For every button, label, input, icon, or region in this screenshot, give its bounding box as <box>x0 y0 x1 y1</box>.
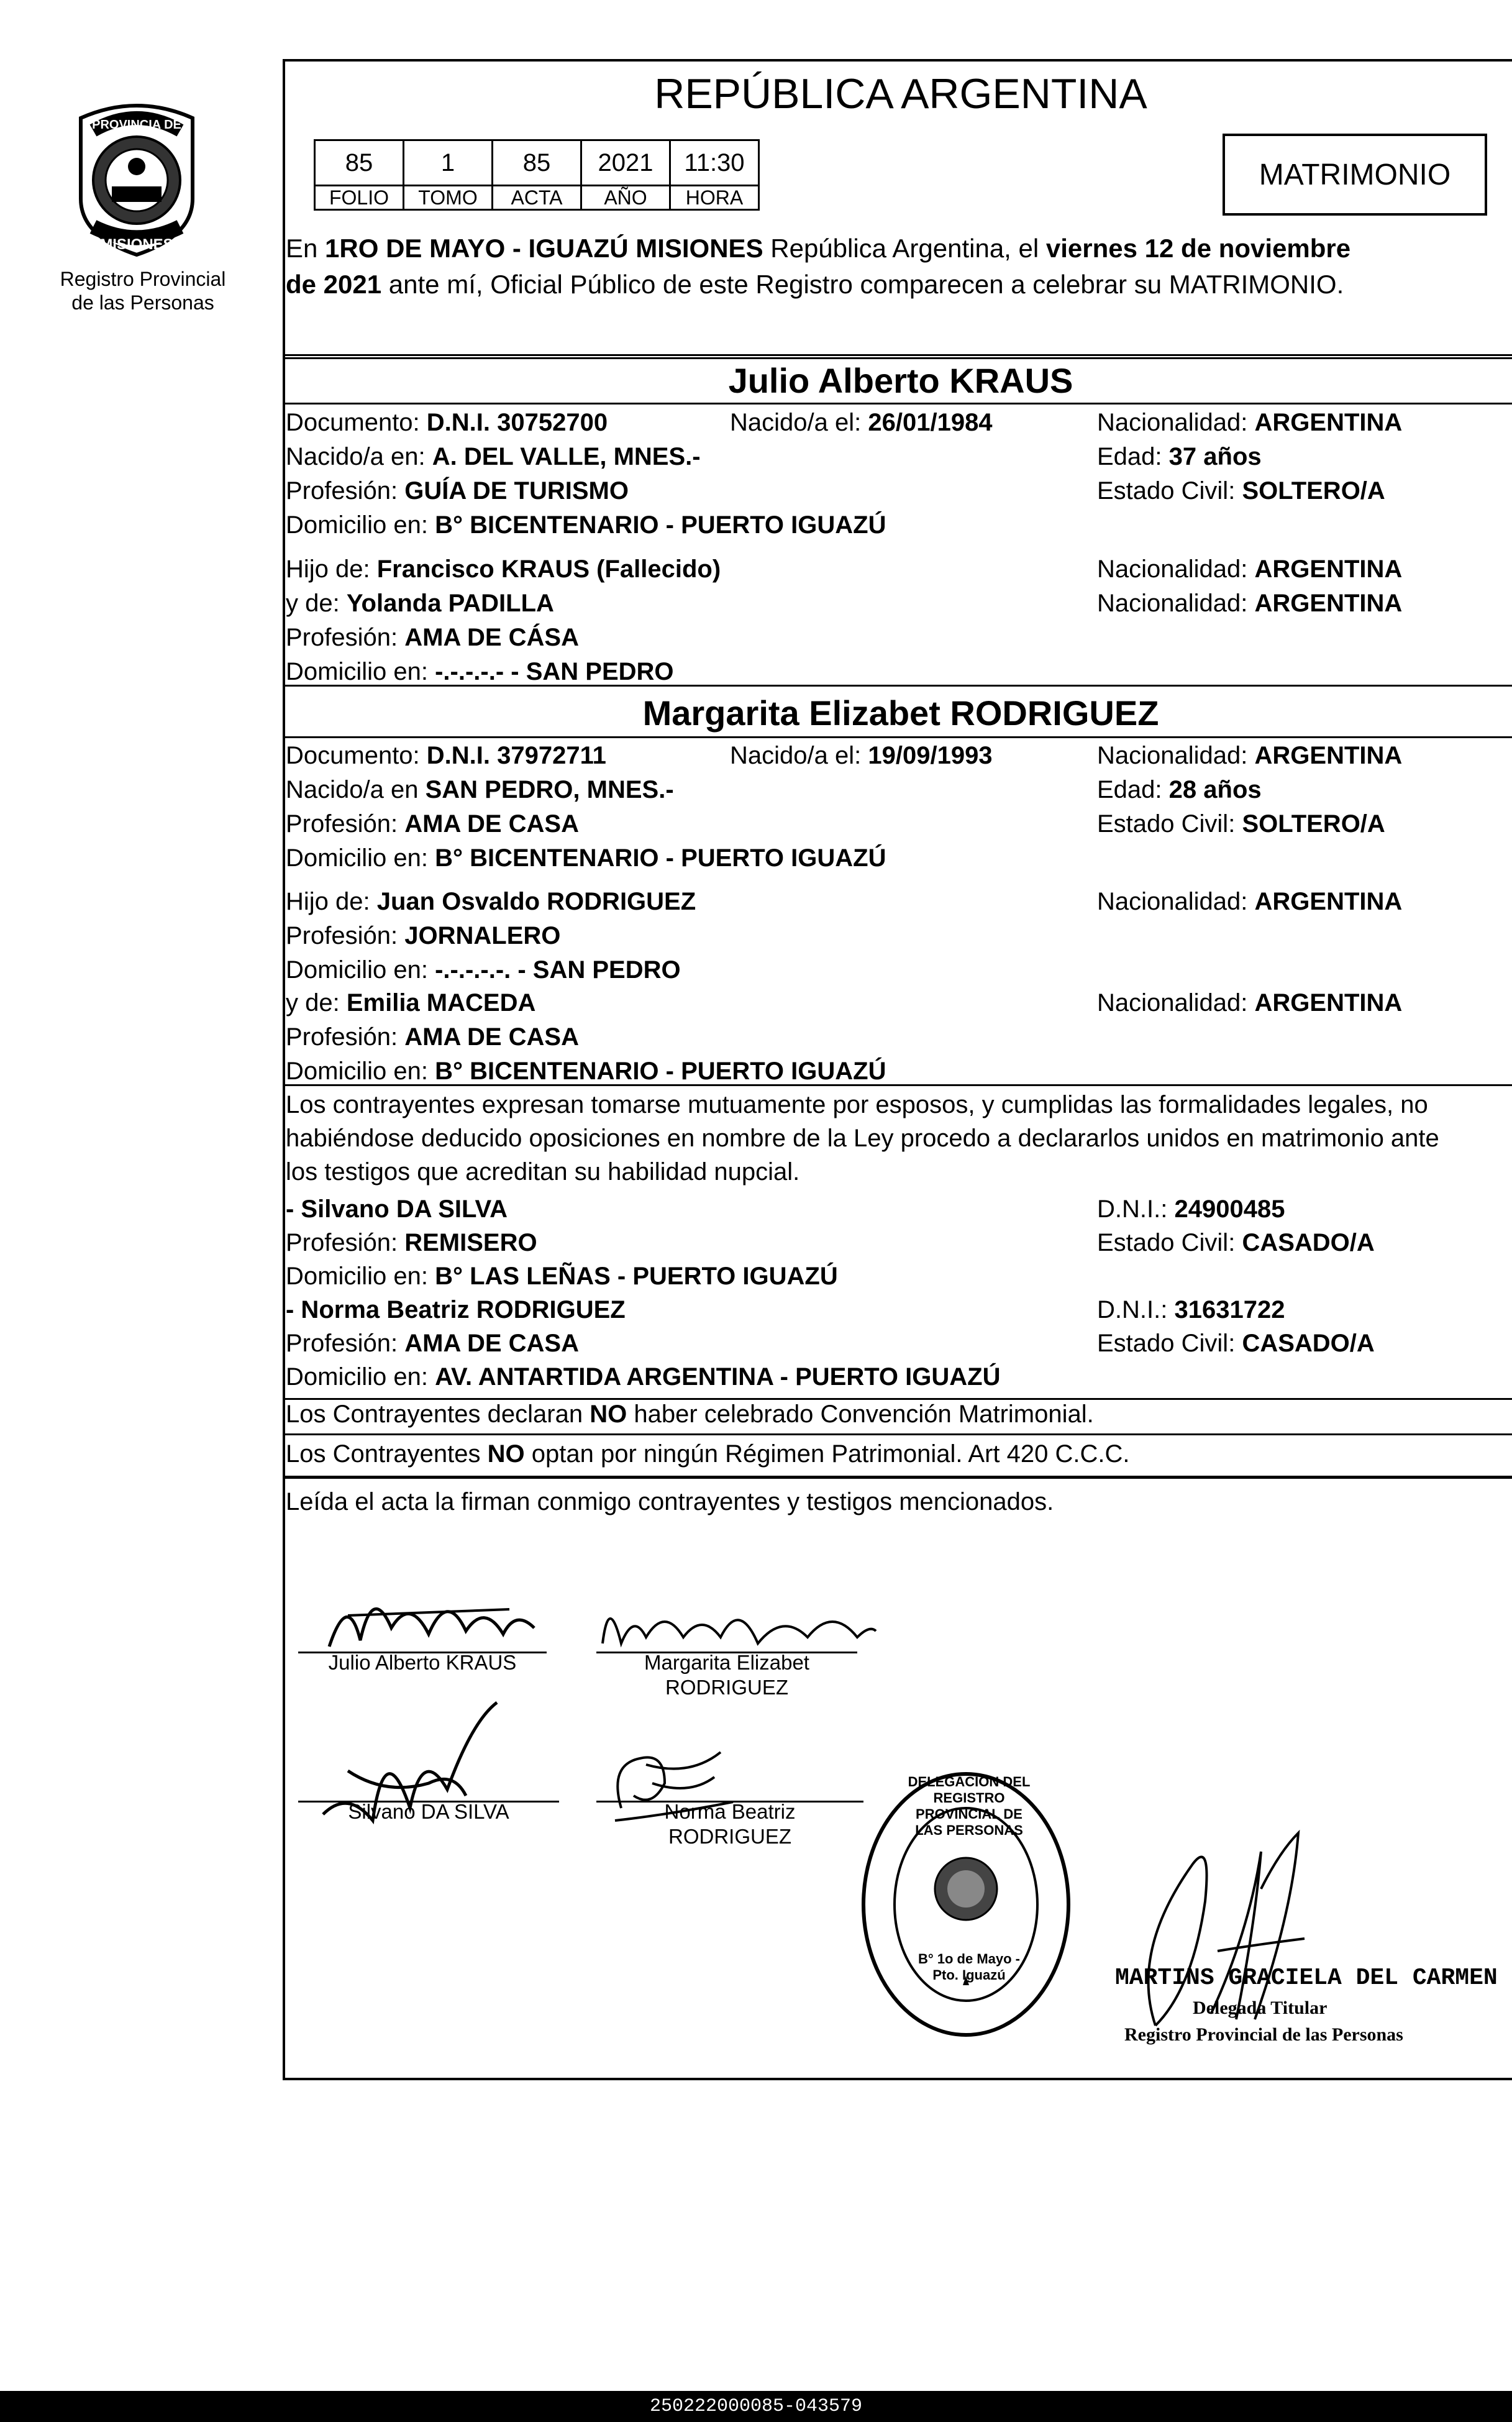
official-role: Delegada Titular <box>1193 1998 1328 2018</box>
acta-value: 85 <box>493 140 581 186</box>
spouse1-mother-addr <box>286 657 674 687</box>
spouse2-father-nat <box>1097 887 1402 916</box>
tomo-label: TOMO <box>404 186 493 210</box>
spouse2-born-in <box>286 775 674 805</box>
label: y de: <box>286 590 340 617</box>
intro-line1 <box>286 234 1350 263</box>
sig-caption-witness2 <box>596 1799 863 1849</box>
stamp-outer-text: DELEGACION DEL REGISTRO PROVINCIAL DE LAS PERSONAS <box>908 1774 1031 1838</box>
spouse2-addr <box>286 843 886 873</box>
declaration-line1: Los contrayentes expresan tomarse mutuamente por esposos, y cumplidas las formalidades legales, no <box>286 1091 1428 1118</box>
value: ARGENTINA <box>1254 888 1403 915</box>
spouse2-nat <box>1097 741 1402 770</box>
spouse2-birth <box>730 741 993 770</box>
value: B° LAS LEÑAS - PUERTO IGUAZÚ <box>435 1263 838 1290</box>
label: Documento: <box>286 409 420 436</box>
folio-value: 85 <box>315 140 404 186</box>
label: Nacionalidad: <box>1097 555 1248 583</box>
intro-en: En <box>286 234 318 263</box>
document-type-box: MATRIMONIO <box>1223 134 1487 216</box>
label: Nacionalidad: <box>1097 409 1248 436</box>
witness2-addr <box>286 1362 1000 1392</box>
value: -.-.-.-.-. - SAN PEDRO <box>435 956 681 984</box>
spouse1-mother-nat <box>1097 588 1402 618</box>
label: Hijo de: <box>286 555 370 583</box>
page-title: REPÚBLICA ARGENTINA <box>654 70 1147 117</box>
spouse2-mother-prof <box>286 1022 579 1052</box>
witness1-name: - Silvano DA SILVA <box>286 1195 508 1223</box>
label: D.N.I.: <box>1097 1296 1168 1323</box>
folio-label: FOLIO <box>315 186 404 210</box>
label: Edad: <box>1097 776 1162 803</box>
value: CASADO/A <box>1242 1229 1375 1256</box>
value: Francisco KRAUS (Fallecido) <box>376 555 721 583</box>
spouse2-age <box>1097 775 1262 805</box>
sig-caption-witness2-b: RODRIGUEZ <box>668 1825 791 1848</box>
spouse2-name: Margarita Elizabet RODRIGUEZ <box>642 693 1159 733</box>
signature-spouse1 <box>323 1578 547 1659</box>
text: optan por ningún Régimen Patrimonial. Art 420 C.C.C. <box>531 1440 1130 1468</box>
label: Profesión: <box>286 624 398 651</box>
value: D.N.I. 37972711 <box>426 742 606 769</box>
anio-value: 2021 <box>581 140 670 186</box>
sig-caption-spouse2-b: RODRIGUEZ <box>665 1676 788 1699</box>
value: AMA DE CASA <box>404 1330 579 1357</box>
value: 28 años <box>1168 776 1262 803</box>
sig-caption-spouse2-a: Margarita Elizabet <box>644 1651 809 1674</box>
intro-rest: ante mí, Oficial Público de este Registro comparecen a celebrar su MATRIMONIO. <box>388 270 1344 299</box>
label: Estado Civil: <box>1097 477 1236 505</box>
spouse2-mother-addr <box>286 1056 886 1086</box>
label: Nacido/a el: <box>730 742 862 769</box>
stamp-inner-text: B° 1o de Mayo - Pto. Iguazú <box>918 1951 1021 1983</box>
tomo-value: 1 <box>404 140 493 186</box>
value: ARGENTINA <box>1254 989 1403 1017</box>
intro-mid: República Argentina, el <box>770 234 1039 263</box>
value: B° BICENTENARIO - PUERTO IGUAZÚ <box>435 844 886 872</box>
witness2-civil <box>1097 1328 1375 1358</box>
spouse2-doc <box>286 741 606 770</box>
label: Domicilio en: <box>286 844 428 872</box>
value: CASADO/A <box>1242 1330 1375 1357</box>
label: Estado Civil: <box>1097 810 1236 838</box>
value: AMA DE CASA <box>404 1023 579 1051</box>
value: JORNALERO <box>404 922 561 949</box>
witness2-name: - Norma Beatriz RODRIGUEZ <box>286 1296 626 1323</box>
value: 37 años <box>1168 443 1262 470</box>
value: B° BICENTENARIO - PUERTO IGUAZÚ <box>435 1058 886 1085</box>
hora-value: 11:30 <box>670 140 759 186</box>
label: Domicilio en: <box>286 1363 428 1391</box>
value: AMA DE CÁSA <box>404 624 579 651</box>
label: Domicilio en: <box>286 658 428 685</box>
spouse2-mother-nat <box>1097 988 1402 1018</box>
label: Nacido/a el: <box>730 409 862 436</box>
spouse2-civil <box>1097 809 1385 839</box>
intro-date-a: viernes 12 de noviembre <box>1045 234 1351 263</box>
acta-label: ACTA <box>493 186 581 210</box>
label: Profesión: <box>286 1023 398 1051</box>
spouse1-name: Julio Alberto KRAUS <box>728 361 1073 400</box>
record-table <box>314 139 760 211</box>
label: Profesión: <box>286 810 398 838</box>
witness2-dni <box>1097 1295 1285 1325</box>
declaration-line3: los testigos que acreditan su habilidad nupcial. <box>286 1158 800 1186</box>
sig-caption-spouse1: Julio Alberto KRAUS <box>328 1651 517 1674</box>
official-office: Registro Provincial de las Personas <box>1124 2024 1403 2045</box>
text: haber celebrado Convención Matrimonial. <box>634 1401 1094 1428</box>
text: Los Contrayentes declaran <box>286 1401 583 1428</box>
value: REMISERO <box>404 1229 537 1256</box>
declaration-line2: habiéndose deducido oposiciones en nombre de la Ley procedo a declararlos unidos en matrimonio ante <box>286 1125 1439 1152</box>
label: Domicilio en: <box>286 1058 428 1085</box>
intro-place: 1RO DE MAYO - IGUAZÚ MISIONES <box>325 234 763 263</box>
spouse1-prof <box>286 476 629 506</box>
witness1-civil <box>1097 1228 1375 1258</box>
value: ARGENTINA <box>1254 555 1403 583</box>
spouse1-father-nat <box>1097 554 1402 584</box>
value: 19/09/1993 <box>868 742 993 769</box>
spouse1-birth <box>730 408 993 437</box>
intro-line2 <box>286 270 1344 299</box>
value: 31631722 <box>1174 1296 1285 1323</box>
witness1-addr <box>286 1261 838 1291</box>
seal-text-bottom: MISIONES <box>100 236 173 253</box>
label: Domicilio en: <box>286 511 428 539</box>
sig-caption-witness2-a: Norma Beatriz <box>664 1800 796 1823</box>
spouse1-born-in <box>286 442 701 472</box>
label: Edad: <box>1097 443 1162 470</box>
label: Nacionalidad: <box>1097 989 1248 1017</box>
label: Nacido/a en: <box>286 443 426 470</box>
spouse1-doc <box>286 408 608 437</box>
value: SAN PEDRO, MNES.- <box>425 776 674 803</box>
label: Documento: <box>286 742 420 769</box>
value: AV. ANTARTIDA ARGENTINA - PUERTO IGUAZÚ <box>435 1363 1001 1391</box>
witness2-prof <box>286 1328 579 1358</box>
registry-caption <box>37 267 248 314</box>
seal-text-top: PROVINCIA DE <box>92 118 181 132</box>
registry-caption-line2: de las Personas <box>71 291 214 314</box>
spouse1-mother <box>286 588 554 618</box>
value: Yolanda PADILLA <box>346 590 554 617</box>
label: Estado Civil: <box>1097 1229 1236 1256</box>
value: 26/01/1984 <box>868 409 993 436</box>
value: A. DEL VALLE, MNES.- <box>432 443 701 470</box>
value: -.-.-.-.- - SAN PEDRO <box>435 658 674 685</box>
value: ARGENTINA <box>1254 409 1403 436</box>
value: AMA DE CASA <box>404 810 579 838</box>
spouse1-mother-prof <box>286 623 579 652</box>
barcode-footer: 250222000085-043579 <box>0 2391 1512 2422</box>
spouse1-civil <box>1097 476 1385 506</box>
label: Profesión: <box>286 922 398 949</box>
value: 24900485 <box>1174 1195 1285 1223</box>
value: SOLTERO/A <box>1242 477 1385 505</box>
spouse2-father-prof <box>286 921 560 951</box>
label: Domicilio en: <box>286 1263 428 1290</box>
value: ARGENTINA <box>1254 590 1403 617</box>
spouse1-nat <box>1097 408 1402 437</box>
label: Hijo de: <box>286 888 370 915</box>
label: y de: <box>286 989 340 1017</box>
signature-spouse2 <box>596 1588 882 1656</box>
emphasis: NO <box>590 1401 627 1428</box>
spouse1-father <box>286 554 721 584</box>
sig-caption-witness1: Silvano DA SILVA <box>348 1800 509 1823</box>
sig-caption-spouse2 <box>596 1650 857 1700</box>
label: Nacionalidad: <box>1097 742 1248 769</box>
spouse2-prof <box>286 809 579 839</box>
convention-line-b <box>286 1439 1130 1469</box>
label: Estado Civil: <box>1097 1330 1236 1357</box>
reading-statement: Leída el acta la firman conmigo contrayentes y testigos mencionados. <box>286 1488 1054 1515</box>
spouse1-age <box>1097 442 1262 472</box>
text: Los Contrayentes <box>286 1440 481 1468</box>
label: Nacionalidad: <box>1097 590 1248 617</box>
spouse2-mother <box>286 988 535 1018</box>
spouse1-addr <box>286 510 886 540</box>
value: SOLTERO/A <box>1242 810 1385 838</box>
label: Nacionalidad: <box>1097 888 1248 915</box>
label: D.N.I.: <box>1097 1195 1168 1223</box>
label: Profesión: <box>286 1229 398 1256</box>
value: ARGENTINA <box>1254 742 1403 769</box>
hora-label: HORA <box>670 186 759 210</box>
convention-line-a <box>286 1399 1094 1429</box>
value: D.N.I. 30752700 <box>426 409 608 436</box>
registry-caption-line1: Registro Provincial <box>60 268 226 290</box>
value: Emilia MACEDA <box>346 989 536 1017</box>
anio-label: AÑO <box>581 186 670 210</box>
witness1-prof <box>286 1228 537 1258</box>
emphasis: NO <box>487 1440 525 1468</box>
label: Nacido/a en <box>286 776 419 803</box>
spouse2-father-addr <box>286 955 681 985</box>
witness1-dni <box>1097 1194 1285 1224</box>
official-name: MARTINS GRACIELA DEL CARMEN <box>1115 1965 1498 1991</box>
label: Profesión: <box>286 1330 398 1357</box>
spouse2-father <box>286 887 696 916</box>
label: Profesión: <box>286 477 398 505</box>
value: Juan Osvaldo RODRIGUEZ <box>376 888 696 915</box>
value: B° BICENTENARIO - PUERTO IGUAZÚ <box>435 511 886 539</box>
value: GUÍA DE TURISMO <box>404 477 629 505</box>
label: Domicilio en: <box>286 956 428 984</box>
intro-date-b: de 2021 <box>286 270 382 299</box>
